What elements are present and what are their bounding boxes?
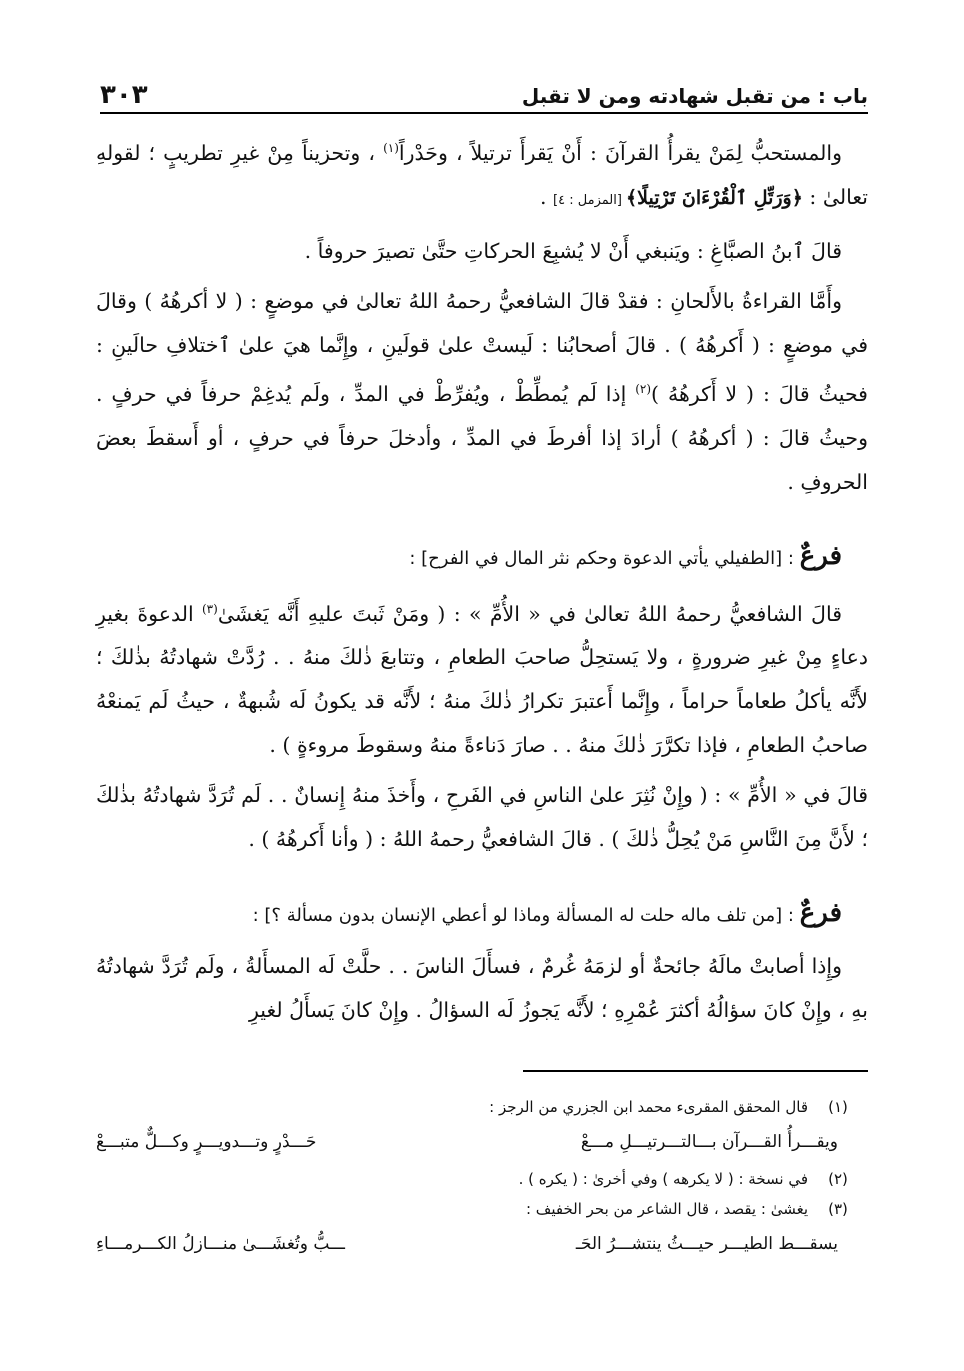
footnote-ref-2[interactable]: (٢)	[635, 381, 652, 396]
section-heading	[96, 891, 868, 938]
quran-reference: [المزمل : ٤]	[553, 192, 627, 208]
footnote-text: قال المحقق المقرىء محمد ابن الجزري من الرجز :	[489, 1098, 808, 1116]
section-heading	[96, 534, 868, 581]
footnote-1	[96, 1092, 868, 1122]
footnote-2	[96, 1164, 868, 1194]
paragraph-al-umm: قالَ الشافعيُّ رحمهُ اللهُ تعالىٰ في « الأُمِّ » : ( ومَنْ ثَبتَ عليهِ أَنَّه يَغشَىٰ$^{(٣)}$ الدعوةَ بغيرِ دعاءٍ مِنْ غيرِ ضرورةٍ ، ولا يَستحِلُّ صاحبَ الطعامِ ، وتتابعَ ذٰلكَ منهُ . . رُدَّتْ شهادتُهُ بذٰلكَ ؛ لأَنَّه يأكلُ طعاماً حراماً ، وإِنَّما أَعتبرَ تكرارُ ذٰلكَ منهُ ؛ لأَنَّه قد يكونُ لَه شُبهةٌ ، حيثُ لَم يَمنعْهُ صاحبُ الطعامِ ، فإذا تكرَّرَ ذٰلكَ منهُ . . صارَ دَناءةً منهُ وسقوطَ مروءةٍ ) .	[96, 601, 868, 758]
footnote-ref-1[interactable]: (١)	[383, 141, 399, 155]
verse-first-half: ويقـــرأُ القـــرآن بـــالتـــرتيـــلِ مـــعْ	[580, 1132, 838, 1152]
main-text	[96, 126, 868, 1038]
paragraph-jaiha: وإِذا أصابتْ مالَهُ جائحةٌ أو لزمَهُ غُرمٌ ، فسأَلَ الناسَ . . حلَّتْ لَه المسأَلةُ ، ولَم تُرَدَّ شهادتُهُ بهِ ، وإِنْ كانَ سؤالُهُ أكثرَ عُمْرِهِ ؛ لأَنَّه يَجوزُ لَه السؤالُ . وإِنْ كانَ يَسأَلُ لغيرِ	[96, 954, 868, 1023]
verse-second-half: ـــبُّ وتُغشَـــىٰ منـــازلُ الكـــرمـــاءِ	[96, 1234, 346, 1254]
poetry-verse	[96, 1228, 868, 1260]
page-number: ٣٠٣	[100, 80, 148, 110]
page-header	[100, 78, 868, 114]
section-title: : [من تلف ماله حلت له المسألة وماذا لو أعطي الإنسان بدون مسألة ؟] :	[252, 905, 800, 927]
branch-label: فرعٌ	[799, 898, 842, 929]
paragraph-ibn-sabbagh: قالَ ٱبنُ الصبَّاغِ : ويَنبغي أَنْ لا يُشبِعَ الحركاتِ حتَّىٰ تصيرَ حروفاً .	[304, 238, 842, 263]
verse-second-half: حَـــدْرٍ وتـــدويـــرٍ وكـــلٌّ متبـــعْ	[96, 1132, 317, 1152]
section-masala	[96, 891, 868, 1032]
paragraph-tarteel: والمستحبُّ لِمَنْ يقرأُ القرآنَ : أَنْ يَقرأَ ترتيلاً ، وحَدْراً$^{(١)}$ ، وتحزيناً مِنْ غيرِ تطريبٍ ؛ لقولهِ تعالىٰ : ﴿وَرَتِّلِ ٱلْقُرْءَانَ تَرْتِيلًا﴾ [المزمل : ٤] .	[96, 140, 868, 209]
paragraph-alhan: وأَمَّا القراءةُ بالأَلحانِ : فقدْ قالَ الشافعيُّ رحمهُ اللهُ تعالىٰ في موضعٍ : ( لا أكرهُهُ ) وقالَ في موضعٍ : ( أَكرهُهُ ) . قالَ أصحابُنا : لَيستْ علىٰ قولَينِ ، وإِنَّما هيَ علىٰ ٱختلافِ حالَينِ : فحيثُ قالَ : ( لا أَكرهُهُ )$^{(٢)}$ إذا لَم يُمطِّطْ ، ويُفرِّطْ في المدِّ ، ولَم يُدغِمْ حرفاً في حرفٍ . وحيثُ قالَ : ( أكرهُهُ ) أرادَ إذا أفرطَ في المدِّ ، وأدخلَ حرفاً في حرفٍ ، أو أَسقطَ بعضَ الحروفِ .	[96, 288, 868, 494]
paragraph-nathr: قالَ في « الأُمِّ » : ( وإِنْ نُثِرَ علىٰ الناسِ في الفَرحِ ، وأَخذَ منهُ إِنسانٌ . . لَم تُرَدَّ شهادتُهُ بذٰلكَ ؛ لأَنَّ مِنَ النَّاسِ مَنْ يُحِلُّ ذٰلكَ ) . قالَ الشافعيُّ رحمهُ اللهُ : ( وأنا أَكرهُهُ ) .	[96, 783, 868, 852]
section-title: : [الطفيلي يأتي الدعوة وحكم نثر المال في الفرح] :	[409, 547, 800, 569]
footnotes	[96, 1092, 868, 1266]
footnote-number: (٣)	[828, 1200, 848, 1218]
footnote-number: (٢)	[828, 1170, 848, 1188]
section-tufaili	[96, 534, 868, 862]
footnote-number: (١)	[828, 1098, 848, 1116]
footnote-text: في نسخة : ( لا يكرهه ) وفي أخرىٰ : ( يكره ) .	[518, 1170, 808, 1188]
footnote-text: يغشىٰ : يقصد ، قال الشاعر من بحر الخفيف :	[525, 1200, 808, 1218]
verse-first-half: يسقـــط الطيـــر حيـــثُ ينتشـــرُ الحَـ	[575, 1234, 838, 1254]
poetry-verse	[96, 1126, 868, 1158]
footnote-ref-3[interactable]: (٣)	[201, 601, 218, 616]
quran-verse: ﴿وَرَتِّلِ ٱلْقُرْءَانَ تَرْتِيلًا﴾	[626, 186, 803, 209]
footnote-separator	[523, 1070, 868, 1072]
running-title: باب : من تقبل شهادته ومن لا تقبل	[521, 84, 868, 108]
footnote-3	[96, 1194, 868, 1224]
branch-label: فرعٌ	[799, 540, 842, 571]
